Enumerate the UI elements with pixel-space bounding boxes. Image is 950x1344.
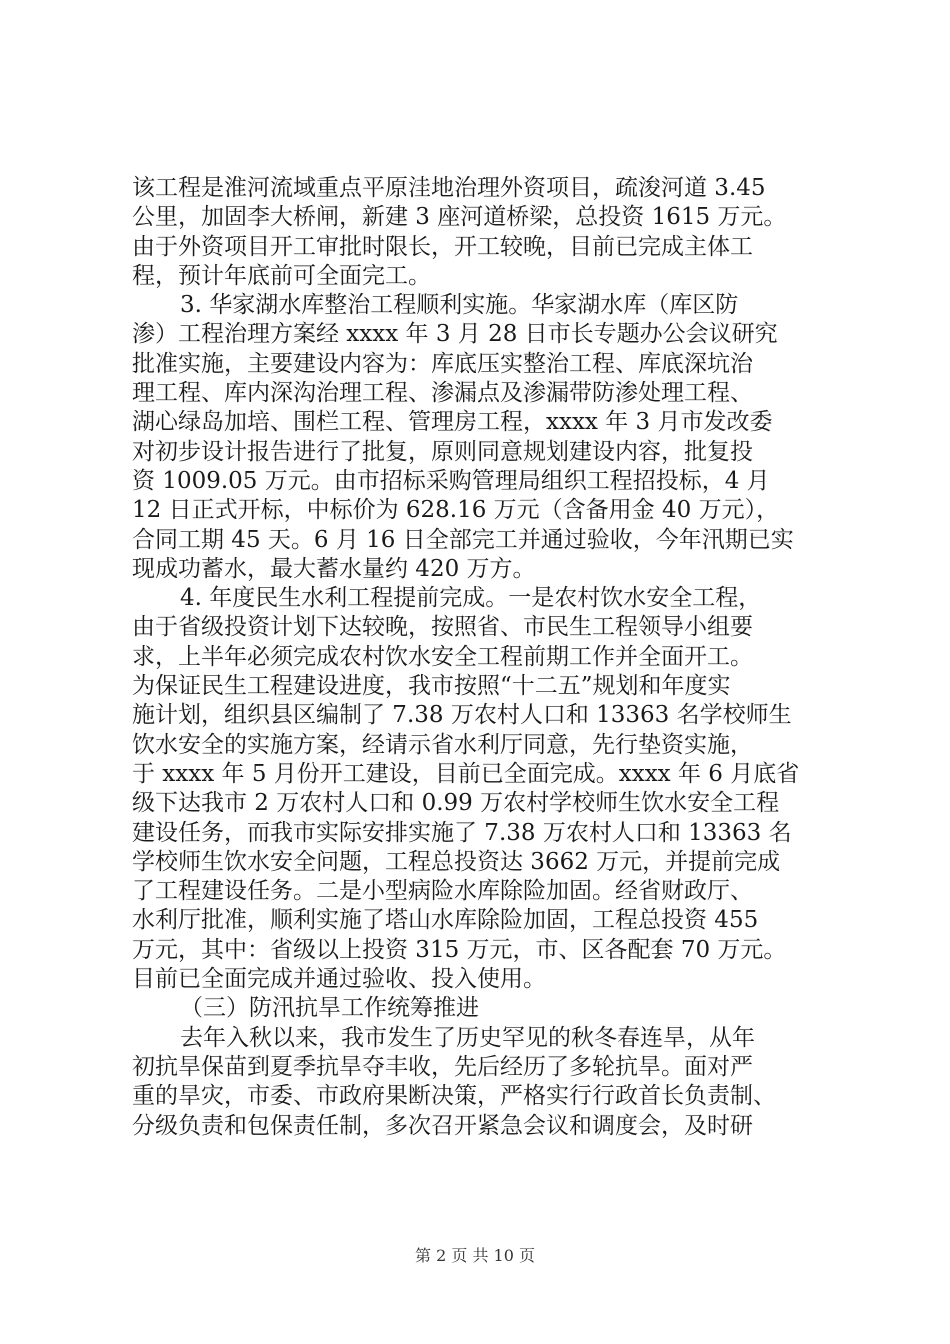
text-line: 于 xxxx 年 5 月份开工建设，目前已全面完成。xxxx 年 6 月底省 [132,760,800,787]
text-line: 水利厅批准，顺利实施了塔山水库除险加固，工程总投资 455 [132,907,759,934]
text-line: 分级负责和包保责任制，多次召开紧急会议和调度会，及时研 [132,1112,753,1139]
text-line: 湖心绿岛加培、围栏工程、管理房工程，xxxx 年 3 月市发改委 [132,409,773,436]
text-line: 为保证民生工程建设进度，我市按照“十二五”规划和年度实 [132,673,731,700]
text-line: 目前已全面完成并通过验收、投入使用。 [132,966,546,993]
text-line: 资 1009.05 万元。由市招标采购管理局组织工程招投标，4 月 [132,467,770,494]
text-line: 批准实施，主要建设内容为：库底压实整治工程、库底深坑治 [132,350,753,377]
text-line: 重的旱灾，市委、市政府果断决策，严格实行行政首长负责制、 [132,1083,776,1110]
text-line: 了工程建设任务。二是小型病险水库除险加固。经省财政厅、 [132,878,753,905]
text-line: 饮水安全的实施方案，经请示省水利厅同意，先行垫资实施， [132,731,753,758]
text-line: 求，上半年必须完成农村饮水安全工程前期工作并全面开工。 [132,643,753,670]
text-line: 对初步设计报告进行了批复，原则同意规划建设内容，批复投 [132,438,753,465]
text-line: 由于省级投资计划下达较晚，按照省、市民生工程领导小组要 [132,614,753,641]
text-line: 去年入秋以来，我市发生了历史罕见的秋冬春连旱，从年 [180,1024,755,1051]
text-line: 程，预计年底前可全面完工。 [132,262,431,289]
text-line: 公里，加固李大桥闸，新建 3 座河道桥梁，总投资 1615 万元。 [132,204,787,231]
text-line: 3. 华家湖水库整治工程顺利实施。华家湖水库（库区防 [180,292,739,319]
text-line: 初抗旱保苗到夏季抗旱夺丰收，先后经历了多轮抗旱。面对严 [132,1053,753,1080]
text-line: 理工程、库内深沟治理工程、渗漏点及渗漏带防渗处理工程、 [132,380,753,407]
text-line: 该工程是淮河流域重点平原洼地治理外资项目，疏浚河道 3.45 [132,175,766,201]
text-line: 级下达我市 2 万农村人口和 0.99 万农村学校师生饮水安全工程 [132,790,780,817]
text-line: 12 日正式开标，中标价为 628.16 万元（含备用金 40 万元）， [132,497,780,524]
text-line: 渗）工程治理方案经 xxxx 年 3 月 28 日市长专题办公会议研究 [132,321,778,348]
page-footer: 第 2 页 共 10 页 [415,1246,535,1265]
text-line: （三）防汛抗旱工作统筹推进 [180,995,479,1022]
text-line: 现成功蓄水，最大蓄水量约 420 万方。 [132,555,536,582]
text-line: 万元，其中：省级以上投资 315 万元，市、区各配套 70 万元。 [132,936,787,963]
text-line: 4. 年度民生水利工程提前完成。一是农村饮水安全工程， [180,585,762,612]
text-line: 由于外资项目开工审批时限长，开工较晚，目前已完成主体工 [132,233,753,260]
text-line: 建设任务，而我市实际安排实施了 7.38 万农村人口和 13363 名 [132,819,792,846]
text-line: 合同工期 45 天。6 月 16 日全部完工并通过验收，今年汛期已实 [132,526,794,553]
text-line: 施计划，组织县区编制了 7.38 万农村人口和 13363 名学校师生 [132,702,792,729]
document-body [132,174,832,1141]
text-line: 学校师生饮水安全问题，工程总投资达 3662 万元，并提前完成 [132,848,781,875]
